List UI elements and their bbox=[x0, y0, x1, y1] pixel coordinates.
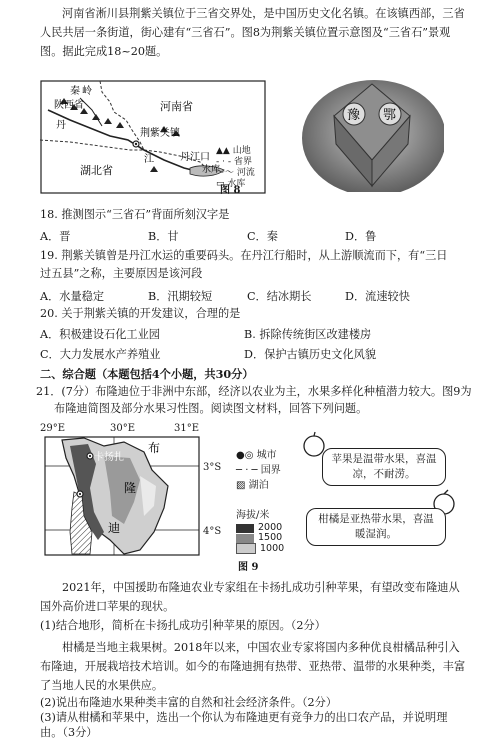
q19-stem-line2: 过五县”之称，主要原因是该河段 bbox=[40, 267, 203, 280]
elev-title: 海拔/米 bbox=[236, 510, 270, 521]
fig9-label-bu: 布 bbox=[148, 441, 161, 455]
map-label-ling: 岭 bbox=[82, 86, 92, 97]
section2-title: 二、综合题（本题包括4个小题，共30分） bbox=[40, 367, 254, 381]
elev-swatch-1500 bbox=[236, 534, 254, 543]
stone-char-2: 鄂 bbox=[383, 108, 397, 123]
map-label-henan: 河南省 bbox=[160, 100, 193, 113]
q21-intro-line2: 布隆迪简图及部分水果习性图。阅读图文材料，回答下列问题。 bbox=[54, 402, 368, 415]
sub-question-3: (3)请从柑橘和苹果中，选出一个你认为布隆迪更有竞争力的出口农产品，并说明理由。（3分） bbox=[40, 711, 448, 739]
elev-swatch-1000 bbox=[236, 543, 256, 554]
mountain-icon: ▲▲ bbox=[216, 146, 230, 156]
reservoir-icon: ▭ bbox=[216, 179, 225, 189]
q18-option-b[interactable]: B．甘 bbox=[148, 230, 179, 243]
q20-option-b[interactable]: B. 拆除传统街区改建楼房 bbox=[244, 328, 372, 341]
fig8-caption: 图 8 bbox=[220, 185, 241, 196]
fig9-caption: 图 9 bbox=[238, 562, 259, 573]
stone-char-1: 豫 bbox=[347, 108, 361, 123]
sub-question-2: (2)说出布隆迪水果种类丰富的自然和社会经济条件。（2分） bbox=[40, 696, 338, 709]
map-label-jiang: 江 bbox=[144, 154, 154, 165]
map-label-qin: 秦 bbox=[70, 86, 80, 97]
apple-note: 苹果是温带水果，喜温凉，不耐涝。 bbox=[322, 448, 446, 486]
map-label-danjiangkou: 丹江口 bbox=[180, 152, 210, 163]
q18-option-d[interactable]: D．鲁 bbox=[345, 230, 377, 243]
map-label-reservoir: 水库 bbox=[202, 165, 221, 175]
citrus-note: 柑橘是亚热带水果，喜温暖湿润。 bbox=[306, 508, 446, 546]
q18-option-c[interactable]: C．秦 bbox=[247, 230, 278, 243]
q20-option-c[interactable]: C．大力发展水产养殖业 bbox=[40, 348, 161, 361]
elev-legend: 2000 1500 1000 bbox=[236, 523, 284, 554]
q20-option-a[interactable]: A．积极建设石化工业园 bbox=[40, 328, 160, 341]
q19-stem-line1: 19. 荆紫关镇曾是丹江水运的重要码头。在丹江行船时，从上游顺流而下，有“三日 bbox=[40, 249, 448, 262]
lon-label-29: 29°E bbox=[40, 423, 66, 434]
q18-option-a[interactable]: A．晋 bbox=[40, 230, 71, 243]
map-label-town: 荆紫关镇 bbox=[140, 128, 180, 139]
river-icon: 〜〜 bbox=[216, 168, 235, 178]
map-label-shaanxi: 陕西省 bbox=[54, 100, 84, 111]
intro-paragraph: 河南省淅川县荆紫关镇位于三省交界处，是中国历史文化名镇。在该镇西部，三省人民共居一条街道，街心建有“三省石”。图8为荆紫关镇位置示意图及“三省石”景观图。据此完成18~20题。 bbox=[40, 7, 465, 58]
sub-question-1: (1)结合地形，简析在卡扬扎成功引种苹果的原因。（2分） bbox=[40, 619, 326, 632]
q19-option-a[interactable]: A．水量稳定 bbox=[40, 290, 105, 303]
q20-stem: 20. 关于荆紫关镇的开发建议，合理的是 bbox=[40, 307, 241, 320]
fig9-label-long: 隆 bbox=[124, 481, 137, 495]
q20-option-d[interactable]: D．保护古镇历史文化风貌 bbox=[244, 348, 377, 361]
fig9-label-kayanza: 卡扬扎 bbox=[94, 452, 124, 463]
q21-intro-line1: 21．(7分）布隆迪位于非洲中东部，经济以农业为主，水果多样化种植潜力较大。图9为 bbox=[36, 385, 472, 398]
q18-stem: 18. 推测图示“三省石”背面所刻汉字是 bbox=[40, 208, 230, 221]
fig9-label-di: 迪 bbox=[108, 521, 121, 535]
lon-label-30: 30°E bbox=[110, 423, 136, 434]
elev-swatch-2000 bbox=[236, 524, 254, 533]
map-label-hubei: 湖北省 bbox=[80, 164, 113, 177]
lat-label-3s: 3°S bbox=[203, 462, 222, 473]
three-province-stone-photo bbox=[294, 80, 444, 192]
fig9-map bbox=[44, 436, 200, 556]
lake-icon: ▨ bbox=[236, 480, 246, 491]
paragraph-citrus: 柑橘是当地主栽果树。2018年以来，中国农业专家将国内多种优良柑橘品种引入布隆迪，开展栽培技术培训。如今的布隆迪拥有热带、亚热带、温带的水果种类，丰富了当地人民的水果供应。 bbox=[40, 641, 466, 692]
q19-option-b[interactable]: B．汛期较短 bbox=[148, 290, 213, 303]
q19-option-d[interactable]: D．流速较快 bbox=[345, 290, 410, 303]
border-icon: ─ · ─ bbox=[236, 465, 258, 476]
fig8-legend: ▲▲ 山地 - · - 省界 〜〜 河流 ▭ 水库 bbox=[216, 146, 255, 189]
fig9-legend: ●◎ 城市 ─ · ─ 国界 ▨ 湖泊 bbox=[236, 450, 281, 491]
lat-label-4s: 4°S bbox=[203, 526, 222, 537]
map-label-dan: 丹 bbox=[56, 120, 66, 131]
q19-option-c[interactable]: C．结冰期长 bbox=[247, 290, 312, 303]
lon-label-31: 31°E bbox=[174, 423, 200, 434]
border-icon: - · - bbox=[216, 157, 232, 167]
city-icon: ●◎ bbox=[236, 450, 254, 461]
paragraph-2021: 2021年，中国援助布隆迪农业专家组在卡扬扎成功引种苹果，有望改变布隆迪从国外高价进口苹果的现状。 bbox=[40, 581, 460, 613]
